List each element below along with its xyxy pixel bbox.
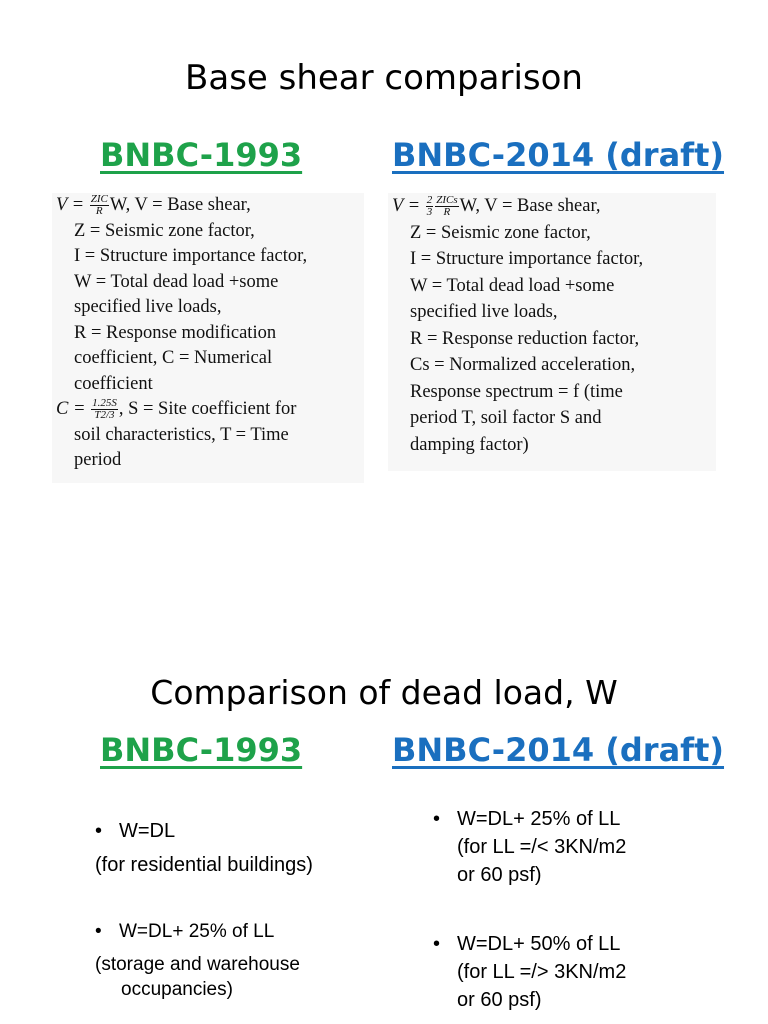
- definition-line: Z = Seismic zone factor,: [74, 220, 255, 241]
- fraction-125s-t: [91, 398, 118, 421]
- bnbc1993-formula-box: [52, 193, 364, 483]
- right-bullet-1-sub: or 60 psf): [457, 864, 542, 886]
- fraction-zics-r: [435, 195, 458, 218]
- definition-line: W = Total dead load +some: [74, 271, 279, 292]
- bullet-label: W=DL+ 25% of LL: [457, 808, 621, 830]
- slide1-left-heading: BNBC-1993: [100, 136, 303, 174]
- definition-line: R = Response reduction factor,: [410, 328, 640, 349]
- base-shear-formula: [392, 193, 716, 220]
- fraction-denominator: 3: [426, 206, 433, 219]
- left-bullet-1: [95, 818, 175, 845]
- definition-line: damping factor): [410, 434, 529, 455]
- right-bullet-1: [433, 806, 620, 833]
- formula-rest: W, V = Base shear,: [459, 196, 601, 216]
- bnbc2014-formula-box: [388, 193, 716, 471]
- right-bullet-2-sub: (for LL =/> 3KN/m2: [457, 961, 627, 983]
- formula-rest: , S = Site coefficient for: [118, 399, 297, 419]
- slide2-right-heading: BNBC-2014 (draft): [392, 731, 725, 769]
- slide1-title: Base shear comparison: [185, 58, 583, 98]
- left-bullet-1-sub: (for residential buildings): [95, 854, 313, 876]
- formula-rest: W, V = Base shear,: [109, 195, 251, 215]
- bullet-label: W=DL+ 25% of LL: [119, 921, 275, 942]
- coefficient-formula: [56, 397, 364, 423]
- formula-lhs: V =: [392, 196, 421, 216]
- fraction-numerator: 2: [426, 194, 433, 207]
- fraction-denominator: T2/3: [94, 409, 115, 422]
- definition-line: I = Structure importance factor,: [74, 246, 308, 266]
- definition-line: specified live loads,: [74, 297, 222, 317]
- bullet-icon: •: [433, 808, 441, 830]
- definition-line: period: [74, 450, 122, 470]
- slide2-title: Comparison of dead load, W: [150, 673, 618, 712]
- slide1-right-heading: BNBC-2014 (draft): [392, 136, 725, 174]
- fraction-numerator: ZICs: [436, 194, 458, 207]
- fraction-zic-r: [90, 194, 109, 217]
- fraction-denominator: R: [95, 205, 103, 218]
- right-bullet-1-sub: (for LL =/< 3KN/m2: [457, 836, 627, 858]
- definition-line: soil characteristics, T = Time: [74, 424, 289, 445]
- definition-line: specified live loads,: [410, 302, 558, 322]
- right-bullet-2-sub: or 60 psf): [457, 989, 542, 1011]
- slide2-left-heading: BNBC-1993: [100, 731, 303, 769]
- definition-line: Z = Seismic zone factor,: [410, 222, 591, 243]
- definition-line: W = Total dead load +some: [410, 275, 615, 296]
- definition-line: I = Structure importance factor,: [410, 249, 644, 269]
- fraction-two-thirds: [426, 195, 434, 218]
- definition-line: coefficient: [74, 373, 153, 394]
- fraction-numerator: ZIC: [90, 193, 108, 206]
- left-bullet-2: [95, 918, 274, 945]
- bullet-icon: •: [95, 921, 102, 942]
- definition-line: period T, soil factor S and: [410, 408, 602, 428]
- left-bullet-2-sub: (storage and warehouse: [95, 954, 300, 975]
- definition-line: Cs = Normalized acceleration,: [410, 355, 636, 375]
- formula-lhs: C =: [56, 399, 86, 419]
- base-shear-formula: [56, 193, 364, 219]
- right-bullet-2: [433, 931, 620, 958]
- fraction-numerator: 1.25S: [92, 397, 117, 410]
- fraction-denominator: R: [443, 206, 451, 219]
- bullet-icon: •: [95, 820, 103, 842]
- bullet-label: W=DL+ 50% of LL: [457, 933, 621, 955]
- bullet-label: W=DL: [119, 820, 176, 842]
- bullet-icon: •: [433, 933, 441, 955]
- definition-line: coefficient, C = Numerical: [74, 348, 273, 368]
- definition-line: R = Response modification: [74, 322, 277, 343]
- formula-lhs: V =: [56, 195, 85, 215]
- definition-line: Response spectrum = f (time: [410, 381, 623, 402]
- left-bullet-2-sub: occupancies): [121, 979, 233, 1000]
